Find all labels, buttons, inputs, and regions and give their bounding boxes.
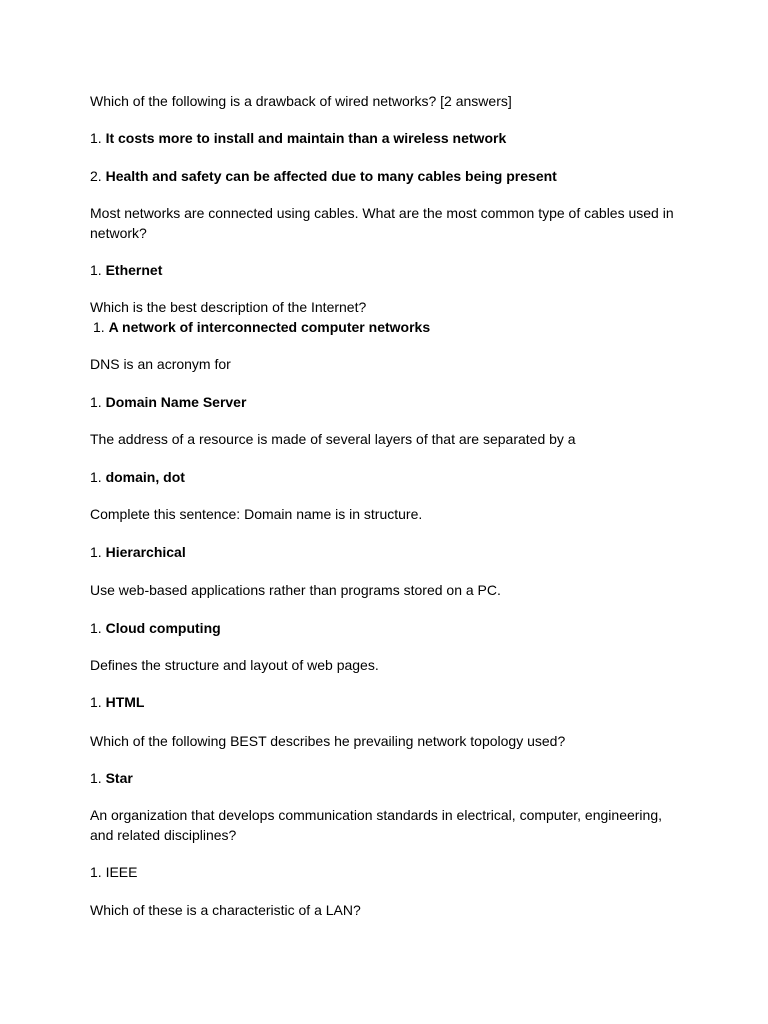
answer-text: It costs more to install and maintain than a wireless network bbox=[105, 130, 507, 146]
question-7: Use web-based applications rather than programs stored on a PC. bbox=[90, 582, 501, 598]
answer-number: 2. bbox=[90, 168, 102, 184]
question-3: Which is the best description of the Internet? bbox=[90, 299, 367, 315]
answer-number: 1. bbox=[90, 694, 102, 710]
answer-10 bbox=[90, 862, 680, 882]
answer-9 bbox=[90, 768, 680, 788]
answer-4 bbox=[90, 392, 680, 412]
answer-text: Domain Name Server bbox=[105, 394, 247, 410]
question-11: Which of these is a characteristic of a LAN? bbox=[90, 902, 361, 918]
answer-7 bbox=[90, 618, 680, 638]
answer-5 bbox=[90, 467, 680, 487]
answer-6 bbox=[90, 542, 680, 562]
question-5: The address of a resource is made of several layers of that are separated by a bbox=[90, 431, 576, 447]
answer-text: A network of interconnected computer networks bbox=[108, 319, 431, 335]
answer-number: 1. bbox=[93, 319, 105, 335]
answer-1-2 bbox=[90, 166, 680, 186]
answer-text: Health and safety can be affected due to many cables being present bbox=[105, 168, 557, 184]
question-1: Which of the following is a drawback of wired networks? [2 answers] bbox=[90, 93, 512, 109]
answer-number: 1. bbox=[90, 544, 102, 560]
question-4: DNS is an acronym for bbox=[90, 356, 231, 372]
answer-text: HTML bbox=[105, 694, 145, 710]
answer-text: domain, dot bbox=[105, 469, 185, 485]
answer-number: 1. bbox=[90, 864, 102, 880]
answer-number: 1. bbox=[90, 130, 102, 146]
question-8: Defines the structure and layout of web pages. bbox=[90, 657, 379, 673]
question-6: Complete this sentence: Domain name is in structure. bbox=[90, 506, 423, 522]
answer-number: 1. bbox=[90, 469, 102, 485]
question-10: An organization that develops communication standards in electrical, computer, engineering, and related disciplines? bbox=[90, 807, 662, 843]
answer-8 bbox=[90, 692, 680, 712]
question-9: Which of the following BEST describes he prevailing network topology used? bbox=[90, 733, 566, 749]
answer-3 bbox=[93, 317, 683, 337]
answer-text: Hierarchical bbox=[105, 544, 186, 560]
answer-2 bbox=[90, 260, 680, 280]
answer-text: Cloud computing bbox=[105, 620, 221, 636]
answer-text: Ethernet bbox=[105, 262, 163, 278]
answer-number: 1. bbox=[90, 262, 102, 278]
answer-number: 1. bbox=[90, 394, 102, 410]
answer-text: Star bbox=[105, 770, 133, 786]
answer-number: 1. bbox=[90, 770, 102, 786]
answer-text: IEEE bbox=[105, 864, 138, 880]
question-2: Most networks are connected using cables. What are the most common type of cables used in network? bbox=[90, 205, 674, 241]
answer-1-1 bbox=[90, 128, 680, 148]
answer-number: 1. bbox=[90, 620, 102, 636]
